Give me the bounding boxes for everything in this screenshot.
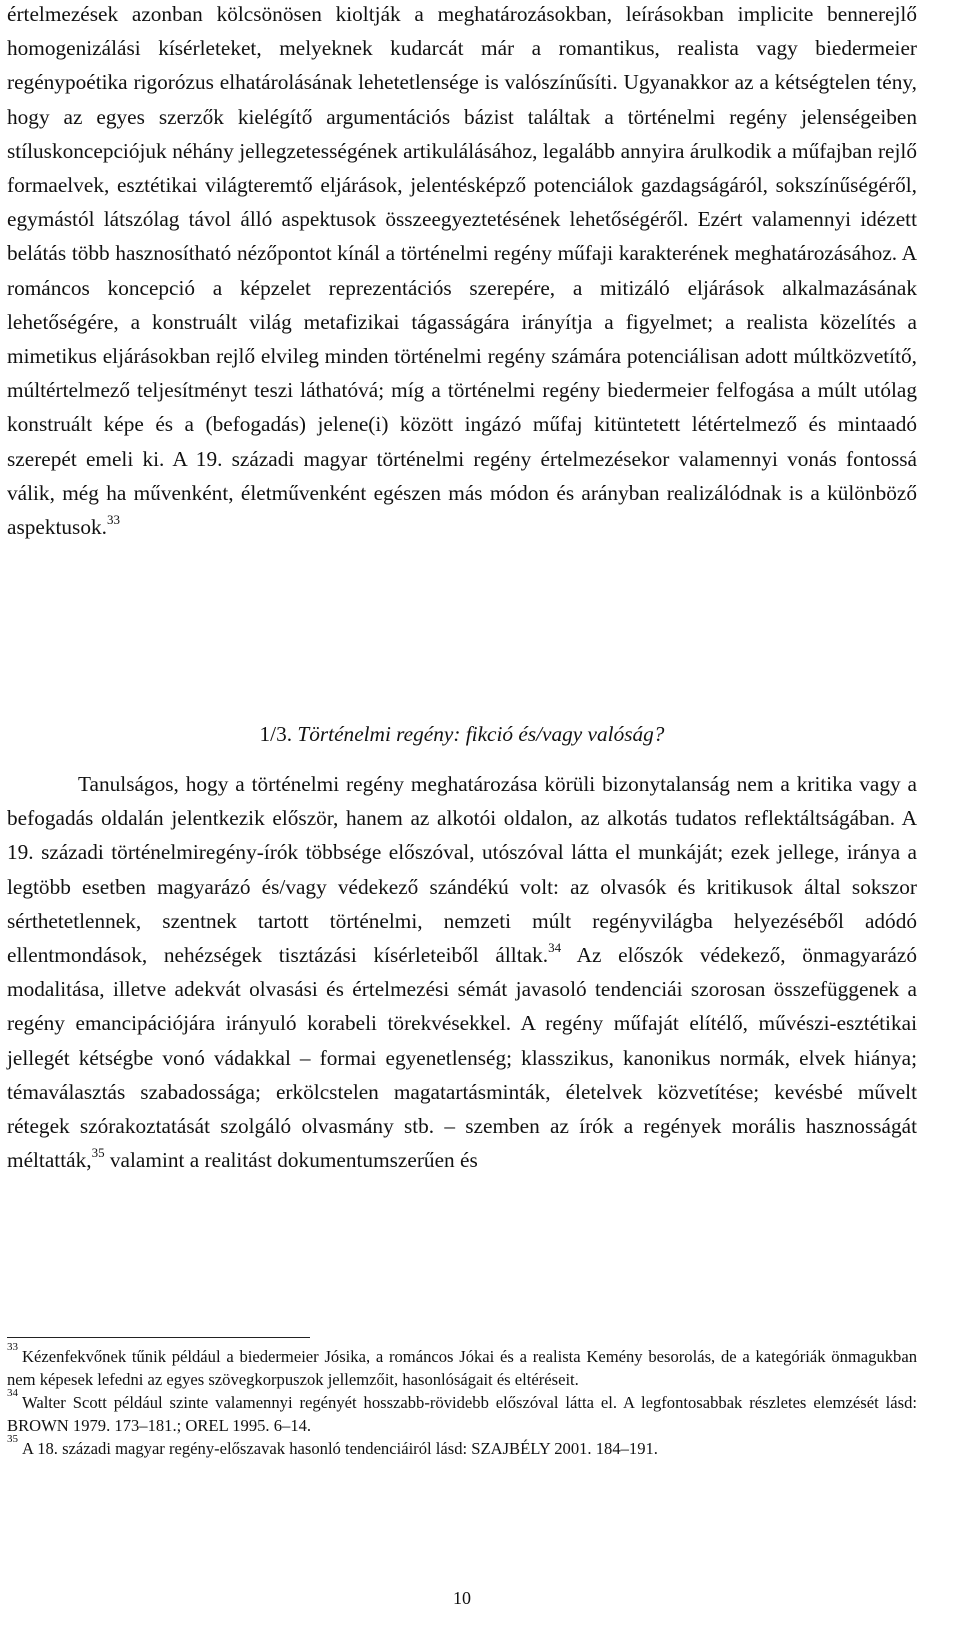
paragraph-1-text: értelmezések azonban kölcsönösen kioltják a meghatározásokban, leírásokban implicite bennerejlő homogenizálási kísérleteket, melyeknek kudarcát már a romantikus, realista vagy biedermeier regénypoétika rigorózus elhatárolásának lehetetlensége is valószínűsíti. Ugyanakkor az a kétségtelen tény, hogy az egyes szerzők kielégítő argumentációs bázist találtak a történelmi regény jelenségeiben stíluskoncepciójuk néhány jellegzetességének artikulálásához, legalább annyira árulkodik a műfajban rejlő formaelvek, esztétikai világteremtő eljárások, jelentésképző potenciálok gazdagságáról, sokszínűségéről, egymástól látszólag távol álló aspektusok összeegyeztetésének lehetőségéről. Ezért valamennyi idézett belátás több hasznosítható nézőpontot kínál a történelmi regény műfaji karakterének meghatározásához. A románcos koncepció a képzelet reprezentációs szerepére, a mitizáló eljárások alkalmazásának lehetőségére, a konstruált világ metafizikai tágasságára irányítja a figyelmet; a realista közelítés a mimetikus eljárásokban rejlő elvileg minden történelmi regény számára potenciálisan adott múltközvetítő, múltértelmező teljesítményt teszi láthatóvá; míg a történelmi regény biedermeier felfogása a múlt utólag konstruált képe és a (befogadás) jelene(i) között ingázó műfaj kitüntetett létértelmező és mintaadó szerepét emeli ki. A 19. századi magyar történelmi regény értelmezésekor valamennyi vonás fontossá válik, még ha művenként, életművenként egészen más módon és arányban realizálódnak is a különböző aspektusok. [7, 2, 917, 540]
footnote-text: Kézenfekvőnek tűnik például a biedermeier Jósika, a románcos Jókai és a realista Kemény besorolás, de a kategóriák önmagukban nem képesek lefedni az egyes szövegkorpuszok jellemzőit, hasonlóságait és eltéréseit. [7, 1347, 917, 1389]
footnote-text: Walter Scott például szinte valamennyi regényét hosszabb-rövidebb előszóval látta el. A legfontosabbak részletes elemzését lásd: BROWN 1979. 173–181.; OREL 1995. 6–14. [7, 1393, 917, 1435]
paragraph-2-part-1: Tanulságos, hogy a történelmi regény meghatározása körüli bizonytalanság nem a kritika vagy a befogadás oldalán jelentkezik először, hanem az alkotói oldalon, az alkotás tudatos reflektáltságában. A 19. századi történelmiregény-írók többsége előszóval, utószóval látta el munkáját; ezek jellege, iránya a legtöbb esetben magyarázó és/vagy védekező szándékú volt: az olvasók és kritikusok által sokszor sérthetetlennek, szentnek tartott történelmi, nemzeti múlt regényvilágba helyezéséből adódó ellentmondások, nehézségek tisztázási kísérleteiből álltak. [7, 772, 917, 968]
paragraph-2-part-2: Az előszók védekező, önmagyarázó modalitása, illetve adekvát olvasási és értelmezési sémát javasoló tendenciái szorosan összefüggenek a regény emancipációjára irányuló korabeli törekvésekkel. A regény műfaját elítélő, művészi-esztétikai jellegét kétségbe vonó vádakkal – formai egyenetlenség; klasszikus, kanonikus normák, elvek hiánya; témaválasztás szabadossága; erkölcstelen magatartásminták, életelvek közvetítése; kevésbé művelt rétegek szórakoztatását szolgáló olvasmány stb. – szemben az írók a regények morális hasznosságát méltatták, [7, 943, 917, 1173]
body-paragraph-2 [7, 767, 917, 1177]
body-paragraph-1 [7, 0, 917, 544]
section-title: Történelmi regény: fikció és/vagy valóság? [297, 722, 665, 746]
footnotes [7, 1341, 917, 1460]
footnote-number: 35 [7, 1433, 18, 1446]
section-heading [7, 717, 917, 751]
footnote-ref-33[interactable]: 33 [106, 511, 120, 527]
footnote-ref-35[interactable]: 35 [91, 1145, 105, 1161]
footnote-number: 33 [7, 1341, 18, 1354]
footnote-text: A 18. századi magyar regény-előszavak hasonló tendenciáiról lásd: SZAJBÉLY 2001. 184–191. [22, 1439, 658, 1458]
footnote-number: 34 [7, 1387, 18, 1400]
page-number: 10 [453, 1588, 471, 1608]
paragraph-2-part-3: valamint a realitást dokumentumszerűen és [104, 1148, 478, 1173]
footnote-35 [7, 1433, 917, 1460]
footnote-34 [7, 1387, 917, 1437]
footnote-ref-34[interactable]: 34 [548, 939, 562, 955]
footnote-33 [7, 1341, 917, 1391]
footnote-divider [7, 1337, 310, 1338]
section-number: 1/3. [259, 722, 293, 746]
